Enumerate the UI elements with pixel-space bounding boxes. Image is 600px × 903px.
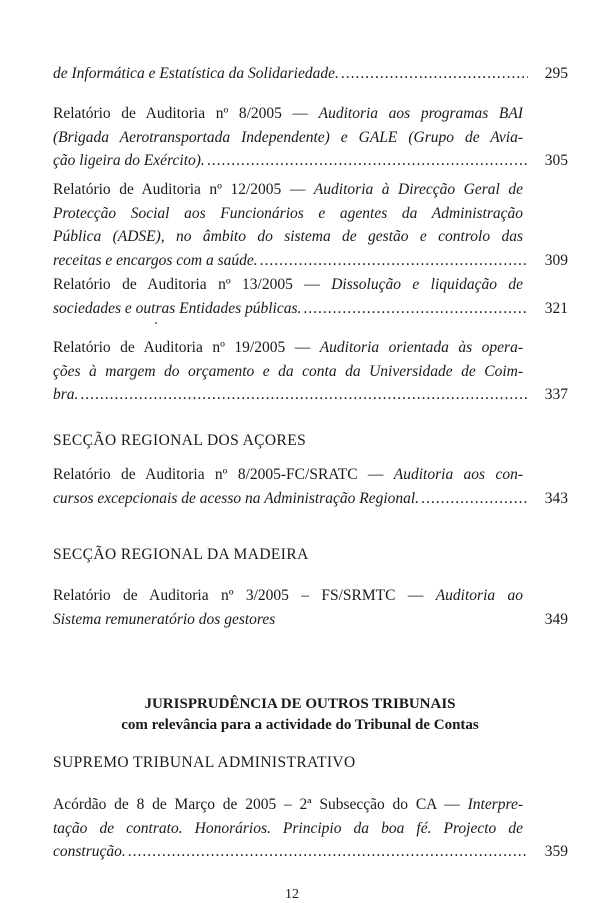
- entry-title-italic: ções à margem do orçamento e da conta da Universidade de Coim-: [53, 362, 523, 380]
- leader-dots: [421, 487, 528, 511]
- toc-entry[interactable]: [53, 793, 568, 864]
- entry-title-roman: Relatório de Auditoria nº 8/2005 —: [53, 105, 319, 122]
- leader-dots: [207, 149, 528, 173]
- entry-title-italic: tação de contrato. Honorários. Principio da boa fé. Projecto de: [53, 819, 523, 837]
- toc-entry[interactable]: [53, 102, 568, 173]
- page-number: 295: [544, 65, 568, 82]
- leader-dots: [303, 297, 528, 321]
- leader-dots: [80, 383, 528, 407]
- page-number: 359: [544, 843, 568, 860]
- toc-entry[interactable]: [53, 584, 568, 631]
- entry-title-italic: sociedades e outras Entidades públicas.: [53, 299, 302, 317]
- print-speck: [155, 322, 157, 324]
- page-number: 309: [544, 251, 568, 269]
- entry-title-roman: Relatório de Auditoria nº 12/2005 —: [53, 181, 314, 198]
- leader-dots: [260, 249, 528, 273]
- toc-entry[interactable]: [53, 463, 568, 510]
- page-number: 305: [544, 152, 568, 169]
- entry-title-italic: Auditoria aos programas BAI: [318, 105, 523, 122]
- folio-number: 12: [285, 887, 299, 902]
- entry-title-italic: receitas e encargos com a saúde.: [53, 251, 258, 269]
- entry-title-italic: construção.: [53, 843, 126, 860]
- entry-title-italic: Dissolução e liquidação de: [331, 276, 523, 293]
- section-heading-madeira: SECÇÃO REGIONAL DA MADEIRA: [53, 546, 309, 563]
- entry-title-italic: (Brigada Aerotransportada Independente) e GALE (Grupo de Avia-: [53, 128, 523, 146]
- entry-title-italic: Auditoria aos con-: [393, 466, 523, 483]
- entry-title-roman: Relatório de Auditoria nº 19/2005 —: [53, 339, 320, 356]
- page-number: 321: [544, 299, 568, 317]
- entry-title-italic: de Informática e Estatística da Solidariedade.: [53, 65, 339, 82]
- entry-title-italic: Auditoria orientada às opera-: [319, 339, 523, 356]
- section-heading-acores: SECÇÃO REGIONAL DOS AÇORES: [53, 432, 307, 449]
- entry-title-italic: Auditoria ao: [435, 587, 523, 604]
- entry-title-italic: Pública (ADSE), no âmbito do sistema de gestão e controlo das: [53, 228, 523, 245]
- toc-entry[interactable]: [53, 62, 568, 86]
- page-number: 343: [544, 489, 568, 507]
- page-number: 349: [544, 610, 568, 628]
- entry-title-italic: Auditoria à Direcção Geral de: [313, 181, 523, 198]
- entry-title-italic: Sistema remuneratório dos gestores: [53, 610, 276, 628]
- section-heading-sta: SUPREMO TRIBUNAL ADMINISTRATIVO: [53, 754, 356, 771]
- entry-title-italic: cursos excepcionais de acesso na Administração Regional.: [53, 489, 420, 507]
- jurisprudence-title: JURISPRUDÊNCIA DE OUTROS TRIBUNAIS: [144, 696, 456, 712]
- toc-entry[interactable]: [53, 178, 568, 272]
- entry-title-italic: ção ligeira do Exército).: [53, 152, 205, 169]
- entry-title-italic: Interpre-: [467, 796, 523, 813]
- leader-dots: [341, 62, 528, 86]
- entry-title-roman: Relatório de Auditoria nº 8/2005-FC/SRATC —: [53, 466, 394, 483]
- entry-title-roman: Relatório de Auditoria nº 3/2005 – FS/SRMTC —: [53, 587, 436, 604]
- entry-title-roman: Acórdão de 8 de Março de 2005 – 2ª Subsecção do CA —: [53, 796, 468, 813]
- entry-title-roman: Relatório de Auditoria nº 13/2005 —: [53, 276, 332, 293]
- toc-entry[interactable]: [53, 336, 568, 407]
- leader-dots: [128, 840, 528, 864]
- entry-title-italic: Protecção Social aos Funcionários e agentes da Administração: [53, 204, 523, 222]
- jurisprudence-subtitle: com relevância para a actividade do Tribunal de Contas: [121, 717, 479, 733]
- page-number: 337: [544, 386, 568, 403]
- toc-entry[interactable]: [53, 273, 568, 320]
- entry-title-italic: bra.: [53, 386, 79, 403]
